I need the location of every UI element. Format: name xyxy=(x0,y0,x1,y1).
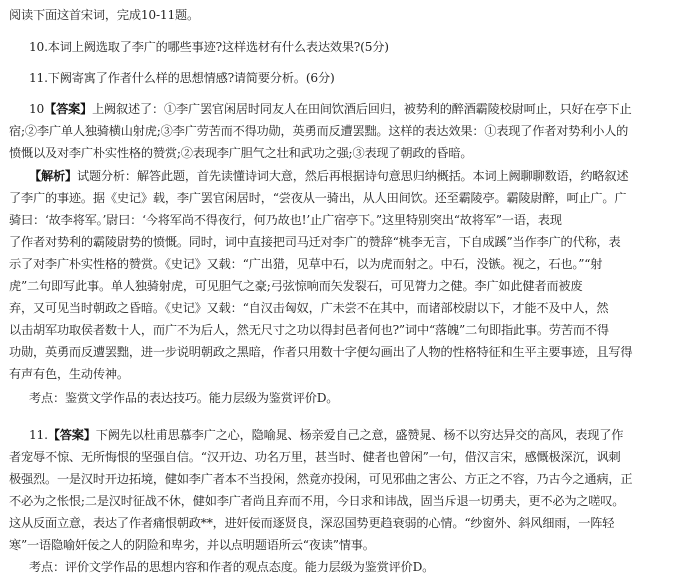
question-11: 11.下阙寄寓了作者什么样的思想情感?请简要分析。(6分) xyxy=(29,71,335,85)
intro-text: 阅读下面这首宋词，完成10-11题。 xyxy=(9,8,199,22)
analysis-10-line: 示了对李广朴实性格的赞赏。《史记》又载：“广出猎，见草中石，以为虎而射之。中石，没镞。视之，石也。”“射 xyxy=(9,257,603,271)
analysis-10-line: 虎”二句即写此事。单人独骑射虎，可见胆气之豪;弓弦惊响而矢发裂石，可见膂力之健。李广如此健者而被废 xyxy=(9,279,583,293)
analysis-10-line: 功勋，英勇而反遭罢黜，进一步说明朝政之黑暗，作者只用数十字便勾画出了人物的性格特征和生平主要事迹，且写得 xyxy=(9,345,633,359)
answer-11-text: 下阙先以杜甫思慕李广之心，隐喻晁、杨亲爱自己之意，盛赞晁、杨不以穷达异交的高风，表现了作 xyxy=(95,428,624,442)
answer-11-line: 者宠辱不惊、无所悔恨的坚强自信。“汉开边、功名万里，甚当时、健者也曾闲”一句，借汉言宋，感慨极深沉，讽刺 xyxy=(9,450,621,464)
answer-11-tag: 【答案】 xyxy=(47,428,96,442)
analysis-10-line: 骑曰：‘故李将军。’尉曰：‘今将军尚不得夜行，何乃故也!’止广宿亭下。”这里特别突出“故将军”一语，表现 xyxy=(9,213,562,227)
analysis-10-line: 了作者对势利的霸陵尉势的愤慨。同时，词中直接把司马迁对李广的赞辞“桃李无言，下自成蹊”当作李广的代称，表 xyxy=(9,235,621,249)
answer-10-number: 10 xyxy=(29,102,45,116)
answer-10-line: 愤慨以及对李广朴实性格的赞赏;②表现李广胆气之壮和武功之强;③表现了朝政的昏暗。 xyxy=(9,146,473,160)
answer-10-text: 上阙叙述了：①李广罢官闲居时同友人在田间饮酒后回归，被势利的醉酒霸陵校尉呵止，只好在亭下止 xyxy=(92,102,632,116)
answer-10-tag: 【答案】 xyxy=(44,102,93,116)
analysis-10-line: 有声有色，生动传神。 xyxy=(9,367,129,381)
point-11: 考点：评价文学作品的思想内容和作者的观点态度。能力层级为鉴赏评价D。 xyxy=(29,560,435,574)
analysis-10-tag: 【解析】 xyxy=(29,169,77,183)
answer-11-line: 不必为之怅恨;二是汉时征战不休，健如李广者尚且弃而不用，今日求和讳战，固当斥退一切勇夫，更不必为之嗟叹。 xyxy=(9,494,625,508)
answer-11-line xyxy=(29,424,683,447)
analysis-10-line: 弃，又可见当时朝政之昏暗。《史记》又载：“自汉击匈奴，广未尝不在其中，而诸部校尉以下，才能不及中人，然 xyxy=(9,301,609,315)
question-10: 10.本词上阙选取了李广的哪些事迹?这样选材有什么表达效果?(5分) xyxy=(29,40,389,54)
answer-10-line: 宿;②李广单人独骑横山射虎;③李广劳苦而不得功勋，英勇而反遭罢黜。这样的表达效果：①表现了作者对势利小人的 xyxy=(9,124,629,138)
analysis-10-line: 了李广的事迹。据《史记》载，李广罢官闲居时，“尝夜从一骑出，从人田间饮。还至霸陵亭。霸陵尉醉，呵止广。广 xyxy=(9,191,627,205)
analysis-10-line: 以击胡军功取侯者数十人，而广不为后人，然无尺寸之功以得封邑者何也?”词中“落魄”二句即指此事。劳苦而不得 xyxy=(9,323,609,337)
answer-11-line: 寒”一语隐喻奸佞之人的阴险和卑劣，并以点明题语所云“夜读”情事。 xyxy=(9,538,375,552)
answer-11-line: 极强烈。一是汉时开边拓境，健如李广者本不当投闲，然竟亦投闲，可见邪曲之害公、方正之不容，乃古今之通病，正 xyxy=(9,472,633,486)
analysis-10-text: 试题分析：解答此题，首先读懂诗词大意，然后再根据诗句意思归纳概括。本词上阙聊聊数语，约略叙述 xyxy=(76,169,629,183)
answer-11-line: 这从反面立意，表达了作者痛恨朝政**，进奸佞而逐贤良，深忍国势更趋衰弱的心情。“纱窗外、斜风细雨，一阵轻 xyxy=(9,516,615,530)
answer-11-number: 11. xyxy=(29,428,48,442)
analysis-10-line xyxy=(29,165,683,188)
point-10: 考点：鉴赏文学作品的表达技巧。能力层级为鉴赏评价D。 xyxy=(29,391,339,405)
answer-10-line xyxy=(29,98,683,121)
